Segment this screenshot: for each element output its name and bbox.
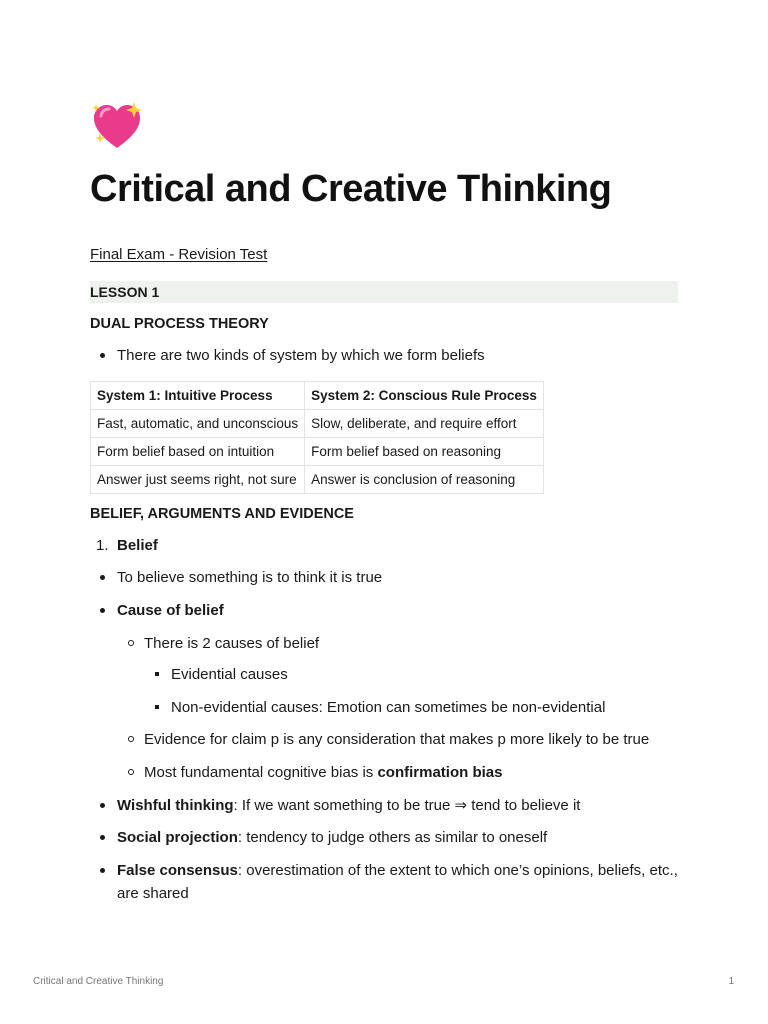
- bullet-marker: [100, 353, 105, 358]
- list-item: [90, 696, 678, 719]
- list-item-text: Non-evidential causes: Emotion can sometimes be non-evidential: [171, 699, 606, 716]
- list-item-text: Cause of belief: [117, 602, 224, 619]
- revision-test-link[interactable]: Final Exam - Revision Test: [90, 246, 268, 263]
- table-cell: Answer just seems right, not sure: [91, 466, 305, 494]
- bullet-marker: [100, 575, 105, 580]
- list-item-text: There are two kinds of system by which we form beliefs: [117, 347, 485, 364]
- bullet-marker: [155, 672, 159, 676]
- list-item: [90, 859, 678, 905]
- table-header-cell: System 1: Intuitive Process: [91, 382, 305, 410]
- bullet-marker: [100, 868, 105, 873]
- list-item-text: There is 2 causes of belief: [144, 635, 320, 652]
- list-item: [90, 663, 678, 686]
- list-item-text: : overestimation of the extent to which one’s opinions, beliefs, etc., are shared: [117, 862, 678, 902]
- dual-process-heading: DUAL PROCESS THEORY: [90, 316, 269, 332]
- lesson-banner: LESSON 1: [90, 281, 678, 303]
- list-item-bold: False consensus: [117, 862, 238, 879]
- list-item-text: Most fundamental cognitive bias is: [144, 764, 378, 781]
- list-item-text: Evidence for claim p is any consideration that makes p more likely to be true: [144, 731, 650, 748]
- list-item: [90, 761, 678, 784]
- belief-section-heading: BELIEF, ARGUMENTS AND EVIDENCE: [90, 506, 354, 522]
- bullet-marker: [155, 705, 159, 709]
- system-comparison-table: [90, 381, 544, 494]
- table-cell: Form belief based on intuition: [91, 438, 305, 466]
- item-number: 1.: [96, 537, 109, 554]
- list-item: [90, 599, 678, 622]
- list-item: [90, 794, 678, 817]
- list-item-bold: confirmation bias: [377, 764, 503, 781]
- sparkling-heart-icon: [90, 100, 144, 154]
- list-item: [90, 728, 678, 751]
- table-header-cell: System 2: Conscious Rule Process: [305, 382, 544, 410]
- list-item: [90, 566, 678, 589]
- list-item-bold: Wishful thinking: [117, 797, 234, 814]
- list-item: [90, 826, 678, 849]
- table-cell: Slow, deliberate, and require effort: [305, 410, 544, 438]
- page-content: [90, 100, 678, 905]
- table-row: [91, 466, 544, 494]
- list-item: [90, 344, 678, 367]
- numbered-item-label: Belief: [117, 537, 158, 554]
- list-item-text: : If we want something to be true ⇒ tend to believe it: [233, 797, 581, 814]
- table-cell: Answer is conclusion of reasoning: [305, 466, 544, 494]
- list-item-text: : tendency to judge others as similar to oneself: [237, 829, 548, 846]
- list-item: [90, 632, 678, 655]
- table-cell: Form belief based on reasoning: [305, 438, 544, 466]
- table-row: [91, 438, 544, 466]
- bullet-marker: [100, 608, 105, 613]
- footer-page-number: 1: [728, 976, 734, 987]
- table-header-row: [91, 382, 544, 410]
- table-row: [91, 410, 544, 438]
- bullet-marker: [128, 640, 134, 646]
- page-title: Critical and Creative Thinking: [90, 168, 612, 210]
- bullet-marker: [100, 803, 105, 808]
- footer-document-title: Critical and Creative Thinking: [33, 976, 164, 987]
- list-item-bold: Social projection: [117, 829, 238, 846]
- bullet-marker: [128, 769, 134, 775]
- list-item-text: To believe something is to think it is true: [117, 569, 383, 586]
- bullet-marker: [100, 835, 105, 840]
- list-item-text: Evidential causes: [171, 666, 288, 683]
- numbered-item: [90, 534, 678, 557]
- table-cell: Fast, automatic, and unconscious: [91, 410, 305, 438]
- bullet-marker: [128, 736, 134, 742]
